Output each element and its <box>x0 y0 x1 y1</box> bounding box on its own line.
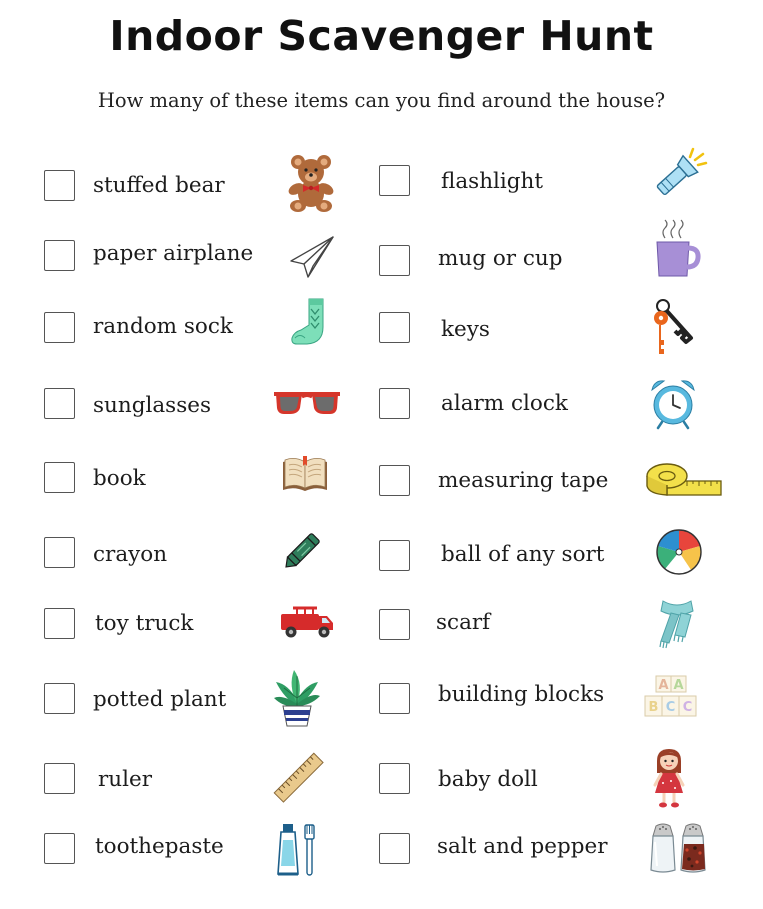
baby-doll-icon <box>649 747 689 809</box>
item-label: flashlight <box>441 169 544 194</box>
checkbox-paper-airplane[interactable] <box>44 240 75 271</box>
item-label: book <box>93 466 146 491</box>
checkbox-salt-and-pepper[interactable] <box>379 833 410 864</box>
item-label: mug or cup <box>438 246 563 271</box>
toothpaste-icon <box>278 822 318 876</box>
checkbox-scarf[interactable] <box>379 609 410 640</box>
checkbox-crayon[interactable] <box>44 537 75 568</box>
alarm-clock-icon <box>650 378 696 430</box>
block-letter: A <box>673 678 684 693</box>
item-label: scarf <box>436 610 491 635</box>
item-label: measuring tape <box>438 468 609 493</box>
checkbox-alarm-clock[interactable] <box>379 388 410 419</box>
item-label: toy truck <box>95 611 194 636</box>
checkbox-baby-doll[interactable] <box>379 763 410 794</box>
checkbox-building-blocks[interactable] <box>379 683 410 714</box>
item-label: toothepaste <box>95 834 224 859</box>
checkbox-sunglasses[interactable] <box>44 388 75 419</box>
checkbox-toothpaste[interactable] <box>44 833 75 864</box>
measuring-tape-icon <box>645 458 723 502</box>
sock-icon <box>291 297 327 347</box>
checkbox-book[interactable] <box>44 462 75 493</box>
paper-airplane-icon <box>289 235 335 279</box>
item-label: salt and pepper <box>437 834 608 859</box>
salt-and-pepper-icon <box>649 822 709 874</box>
ruler-icon <box>273 752 325 804</box>
item-label: stuffed bear <box>93 173 225 198</box>
block-letter: C <box>665 700 676 715</box>
crayon-icon <box>278 524 328 576</box>
item-label: ball of any sort <box>441 542 605 567</box>
flashlight-icon <box>649 148 707 202</box>
item-label: keys <box>441 317 490 342</box>
item-label: building blocks <box>438 682 605 707</box>
checkbox-random-sock[interactable] <box>44 312 75 343</box>
beach-ball-icon <box>655 528 703 576</box>
checkbox-stuffed-bear[interactable] <box>44 170 75 201</box>
checkbox-potted-plant[interactable] <box>44 683 75 714</box>
checkbox-keys[interactable] <box>379 312 410 343</box>
checkbox-ruler[interactable] <box>44 763 75 794</box>
item-label: alarm clock <box>441 391 568 416</box>
item-label: paper airplane <box>93 241 254 266</box>
potted-plant-icon <box>272 668 322 728</box>
checkbox-ball[interactable] <box>379 540 410 571</box>
item-label: baby doll <box>438 767 538 792</box>
checkbox-toy-truck[interactable] <box>44 608 75 639</box>
item-label: ruler <box>98 767 153 792</box>
building-blocks-icon <box>643 674 699 720</box>
checkbox-flashlight[interactable] <box>379 165 410 196</box>
block-letter: C <box>682 700 693 715</box>
page-title: Indoor Scavenger Hunt <box>109 12 654 60</box>
checkbox-measuring-tape[interactable] <box>379 465 410 496</box>
scarf-icon <box>657 597 697 649</box>
page-subtitle: How many of these items can you find around the house? <box>97 89 666 112</box>
book-icon <box>281 452 329 492</box>
sunglasses-icon <box>272 389 342 417</box>
keys-icon <box>651 298 701 358</box>
item-label: sunglasses <box>93 393 212 418</box>
teddy-bear-icon <box>283 154 339 214</box>
mug-icon <box>653 220 699 278</box>
item-label: crayon <box>93 542 168 567</box>
block-letter: A <box>658 678 669 693</box>
block-letter: B <box>648 700 659 715</box>
item-label: potted plant <box>93 687 227 712</box>
checkbox-mug[interactable] <box>379 245 410 276</box>
item-label: random sock <box>93 314 233 339</box>
toy-truck-icon <box>279 604 335 640</box>
